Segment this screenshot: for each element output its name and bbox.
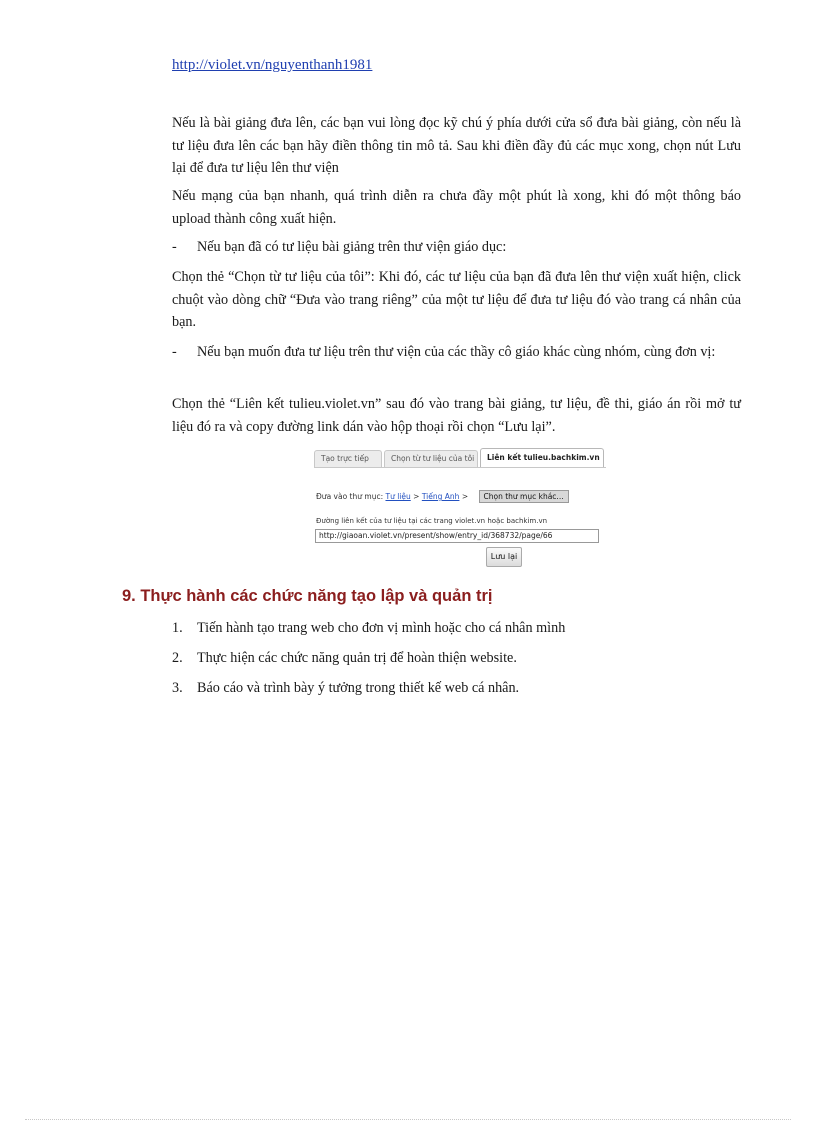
bullet-text: Nếu bạn muốn đưa tư liệu trên thư viện của các thầy cô giáo khác cùng nhóm, cùng đơn vị: (197, 344, 716, 360)
choose-folder-button[interactable]: Chọn thư mục khác... (479, 490, 569, 503)
paragraph-upload-instructions: Nếu là bài giảng đưa lên, các bạn vui lòng đọc kỹ chú ý phía dưới cửa sổ đưa bài giảng, còn nếu là tư liệu đưa lên các bạn hãy điền thông tin mô tả. Sau khi điền đầy đủ các mục xong, chọn nút Lưu lại để đưa tư liệu lên thư viện (172, 115, 741, 176)
tab-choose-my-docs[interactable]: Chọn từ tư liệu của tôi (384, 450, 478, 467)
list-number: 3. (172, 680, 183, 696)
link-input[interactable]: http://giaoan.violet.vn/present/show/entry_id/368732/page/66 (315, 529, 599, 543)
bullet-item (172, 236, 741, 259)
bullet-item (172, 341, 741, 364)
list-number: 1. (172, 620, 183, 636)
tab-link-bachkim[interactable]: Liên kết tulieu.bachkim.vn (480, 448, 604, 468)
list-text: Thực hiện các chức năng quản trị để hoàn thiện website. (197, 650, 517, 666)
list-number: 2. (172, 650, 183, 666)
bullet-text: Nếu bạn đã có tư liệu bài giảng trên thư viện giáo dục: (197, 239, 507, 255)
folder-separator: > (413, 492, 420, 501)
folder-separator: > (461, 492, 469, 501)
tab-bar (314, 448, 604, 468)
folder-row (316, 490, 569, 503)
link-field-label: Đường liên kết của tư liệu tại các trang violet.vn hoặc bachkim.vn (316, 517, 548, 525)
paragraph-choose-my-docs: Chọn thẻ “Chọn từ tư liệu của tôi”: Khi đó, các tư liệu của bạn đã đưa lên thư viện xuất hiện, click chuột vào dòng chữ “Đưa vào trang riêng” của một tư liệu để đưa tư liệu đó vào trang cá nhân của bạn. (172, 269, 741, 330)
folder-link-docs[interactable]: Tư liệu (385, 492, 411, 501)
bullet-dash: - (172, 344, 177, 360)
save-button[interactable]: Lưu lại (486, 547, 522, 567)
bullet-dash: - (172, 239, 177, 255)
folder-label: Đưa vào thư mục: (316, 492, 384, 501)
list-text: Tiến hành tạo trang web cho đơn vị mình hoặc cho cá nhân mình (197, 620, 566, 636)
tab-divider (314, 467, 606, 468)
page-bottom-border (25, 1119, 791, 1120)
list-text: Báo cáo và trình bày ý tưởng trong thiết kế web cá nhân. (197, 680, 520, 696)
tab-create-direct[interactable]: Tạo trực tiếp (314, 450, 382, 467)
embedded-screenshot (310, 444, 606, 568)
section-heading: 9. Thực hành các chức năng tạo lập và quản trị (122, 587, 493, 605)
paragraph-upload-success: Nếu mạng của bạn nhanh, quá trình diễn ra chưa đầy một phút là xong, khi đó một thông báo upload thành công xuất hiện. (172, 188, 741, 227)
violet-link[interactable]: http://violet.vn/nguyenthanh1981 (172, 57, 373, 73)
paragraph-link-library: Chọn thẻ “Liên kết tulieu.violet.vn” sau đó vào trang bài giảng, tư liệu, đề thi, giáo án rồi mở tư liệu đó ra và copy đường link dán vào hộp thoại rồi chọn “Lưu lại”. (172, 396, 741, 435)
folder-link-english[interactable]: Tiếng Anh (421, 492, 460, 501)
